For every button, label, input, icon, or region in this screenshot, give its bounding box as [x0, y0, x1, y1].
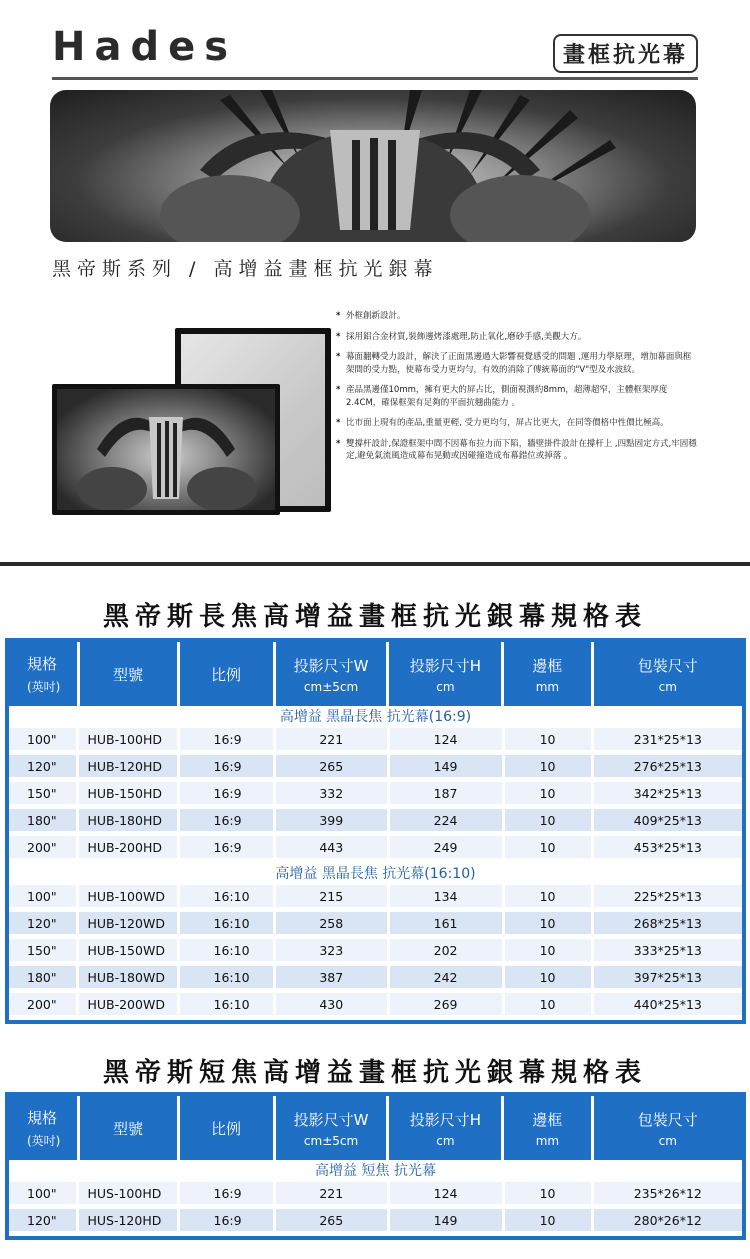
size-cell: 180" [9, 809, 76, 831]
col-ratio-header-label: 比例 [211, 665, 242, 684]
package-cell: 276*25*13 [594, 755, 742, 777]
col-height-header-label: 投影尺寸H [409, 1110, 482, 1129]
ratio-cell: 16:10 [180, 939, 273, 961]
height-cell: 269 [390, 993, 502, 1015]
height-cell: 249 [390, 836, 502, 858]
col-frame-header-unit: mm [535, 1133, 560, 1148]
package-cell: 409*25*13 [594, 809, 742, 831]
col-ratio-header-label: 比例 [211, 1119, 242, 1138]
height-cell: 149 [390, 755, 502, 777]
feature-item: * 比市面上現有的產品,重量更輕, 受力更均勻，屏占比更大，在同等價格中性價比極高。 [336, 417, 698, 430]
hero-banner-image [50, 90, 696, 242]
long-throw-spec-table [5, 638, 746, 1024]
package-cell: 440*25*13 [594, 993, 742, 1015]
ratio-cell: 16:9 [180, 836, 273, 858]
width-cell: 265 [276, 1209, 387, 1231]
table-row [9, 912, 742, 934]
table-header-row [9, 1096, 742, 1160]
col-frame-header-label: 邊框 [532, 1110, 563, 1129]
model-cell: HUB-200WD [79, 993, 176, 1015]
size-cell: 120" [9, 1209, 76, 1231]
col-size-header [9, 642, 77, 706]
helmet-thumbnail-illustration [57, 389, 275, 510]
ratio-cell: 16:10 [180, 966, 273, 988]
col-height-header [389, 642, 501, 706]
section-label: 高增益 黑晶長焦 抗光幕(16:10) [275, 866, 476, 882]
ratio-cell: 16:10 [180, 885, 273, 907]
width-cell: 323 [276, 939, 387, 961]
feature-list [336, 310, 698, 471]
frame-cell: 10 [505, 966, 591, 988]
table-row [9, 836, 742, 858]
ratio-cell: 16:9 [180, 809, 273, 831]
col-size-header-unit: (英吋) [27, 1134, 61, 1148]
ratio-cell: 16:9 [180, 728, 273, 750]
width-cell: 265 [276, 755, 387, 777]
width-cell: 221 [276, 728, 387, 750]
package-cell: 225*25*13 [594, 885, 742, 907]
size-cell: 120" [9, 755, 76, 777]
package-cell: 342*25*13 [594, 782, 742, 804]
feature-item: * 幕面翻轉受力設計，解決了正面黑邊過大影響視覺感受的問題 ,運用力學原理，增加幕面與框架間的受力點，使幕布受力更均勻，有效的消除了傳統幕面的"V"型及水波紋。 [336, 351, 698, 376]
frame-cell: 10 [505, 1209, 591, 1231]
table-row [9, 1209, 742, 1231]
frame-cell: 10 [505, 993, 591, 1015]
table-row [9, 885, 742, 907]
feature-item: * 產品黑邊僅10mm，擁有更大的屏占比，側面視測約8mm，超薄超窄，主體框架厚度2.4CM，確保框架有足夠的平面抗翹曲能力 。 [336, 384, 698, 409]
model-cell: HUB-150HD [79, 782, 176, 804]
col-model-header-label: 型號 [113, 1119, 144, 1138]
table-row [9, 939, 742, 961]
height-cell: 202 [390, 939, 502, 961]
frame-cell: 10 [505, 782, 591, 804]
table-row [9, 728, 742, 750]
size-cell: 100" [9, 885, 76, 907]
height-cell: 124 [390, 1182, 502, 1204]
width-cell: 399 [276, 809, 387, 831]
col-height-header-unit: cm [436, 679, 455, 694]
col-package-header-label: 包裝尺寸 [637, 656, 698, 675]
frame-cell: 10 [505, 755, 591, 777]
model-cell: HUB-180HD [79, 809, 176, 831]
col-package-header-unit: cm [658, 1133, 677, 1148]
height-cell: 124 [390, 728, 502, 750]
table-row [9, 1182, 742, 1204]
screen-front-view-image [52, 384, 280, 515]
col-size-header-label: 規格 [27, 1109, 58, 1127]
long-throw-spec-title: 黑帝斯長焦高增益畫框抗光銀幕規格表 [102, 602, 647, 632]
frame-cell: 10 [505, 885, 591, 907]
series-subtitle: 黑帝斯系列 / 高增益畫框抗光銀幕 [52, 258, 439, 280]
package-cell: 333*25*13 [594, 939, 742, 961]
width-cell: 430 [276, 993, 387, 1015]
model-cell: HUS-120HD [79, 1209, 176, 1231]
size-cell: 150" [9, 782, 76, 804]
ratio-cell: 16:9 [180, 755, 273, 777]
col-width-header-unit: cm±5cm [303, 679, 359, 694]
size-cell: 150" [9, 939, 76, 961]
model-cell: HUB-100WD [79, 885, 176, 907]
short-throw-spec-table [5, 1092, 746, 1240]
width-cell: 258 [276, 912, 387, 934]
col-ratio-header [180, 642, 273, 706]
size-cell: 180" [9, 966, 76, 988]
ratio-cell: 16:9 [180, 1182, 273, 1204]
model-cell: HUB-180WD [79, 966, 176, 988]
section-label: 高增益 短焦 抗光幕 [315, 1163, 436, 1179]
page-header [52, 24, 698, 80]
col-ratio-header [180, 1096, 273, 1160]
feature-item: * 外框創新設計。 [336, 310, 698, 323]
package-cell: 235*26*12 [594, 1182, 742, 1204]
size-cell: 200" [9, 993, 76, 1015]
package-cell: 268*25*13 [594, 912, 742, 934]
col-height-header-unit: cm [436, 1133, 455, 1148]
col-frame-header [504, 1096, 590, 1160]
brand-logo-text: Hades [52, 24, 238, 70]
frame-cell: 10 [505, 728, 591, 750]
package-cell: 397*25*13 [594, 966, 742, 988]
width-cell: 215 [276, 885, 387, 907]
col-frame-header-label: 邊框 [532, 656, 563, 675]
feature-item: * 雙撐杆設計,保證框架中間不因幕布拉力而下陷，牆壁掛件設計在撐杆上 ,四點固定方式,牢固穩定,避免氣流風造成幕布晃動或因碰撞造成布幕錯位或掉落 。 [336, 438, 698, 463]
height-cell: 149 [390, 1209, 502, 1231]
section-label: 高增益 黑晶長焦 抗光幕(16:9) [279, 709, 472, 725]
col-width-header-label: 投影尺寸W [293, 1110, 369, 1129]
col-model-header [80, 1096, 177, 1160]
width-cell: 387 [276, 966, 387, 988]
height-cell: 134 [390, 885, 502, 907]
col-package-header-unit: cm [658, 679, 677, 694]
table-row [9, 993, 742, 1015]
width-cell: 332 [276, 782, 387, 804]
ratio-cell: 16:9 [180, 1209, 273, 1231]
col-height-header-label: 投影尺寸H [409, 656, 482, 675]
frame-cell: 10 [505, 809, 591, 831]
model-cell: HUB-120HD [79, 755, 176, 777]
size-cell: 120" [9, 912, 76, 934]
short-throw-spec-title: 黑帝斯短焦高增益畫框抗光銀幕規格表 [102, 1058, 647, 1088]
width-cell: 443 [276, 836, 387, 858]
col-size-header [9, 1096, 77, 1160]
model-cell: HUB-100HD [79, 728, 176, 750]
height-cell: 242 [390, 966, 502, 988]
screen-display [57, 389, 275, 510]
model-cell: HUS-100HD [79, 1182, 176, 1204]
col-package-header-label: 包裝尺寸 [637, 1110, 698, 1129]
horned-helmet-illustration [50, 90, 696, 242]
feature-item: * 採用鋁合金材質,裝飾邊烤漆處理,防止氧化,磨砂手感,美觀大方。 [336, 331, 698, 344]
col-frame-header-unit: mm [535, 679, 560, 694]
table-row [9, 782, 742, 804]
col-size-header-label: 規格 [27, 655, 58, 673]
col-width-header [276, 642, 387, 706]
table-row [9, 809, 742, 831]
col-width-header-unit: cm±5cm [303, 1133, 359, 1148]
package-cell: 453*25*13 [594, 836, 742, 858]
frame-cell: 10 [505, 836, 591, 858]
table-row [9, 966, 742, 988]
ratio-cell: 16:10 [180, 912, 273, 934]
package-cell: 280*26*12 [594, 1209, 742, 1231]
size-cell: 100" [9, 728, 76, 750]
package-cell: 231*25*13 [594, 728, 742, 750]
col-size-header-unit: (英吋) [27, 680, 61, 694]
col-model-header [80, 642, 177, 706]
ratio-cell: 16:10 [180, 993, 273, 1015]
height-cell: 187 [390, 782, 502, 804]
col-package-header [594, 642, 743, 706]
model-cell: HUB-120WD [79, 912, 176, 934]
size-cell: 100" [9, 1182, 76, 1204]
model-cell: HUB-150WD [79, 939, 176, 961]
section-divider [0, 562, 750, 566]
product-type-badge: 畫框抗光幕 [553, 34, 698, 73]
col-height-header [389, 1096, 501, 1160]
col-model-header-label: 型號 [113, 665, 144, 684]
col-package-header [594, 1096, 743, 1160]
height-cell: 224 [390, 809, 502, 831]
header-rule [52, 77, 698, 80]
frame-cell: 10 [505, 939, 591, 961]
width-cell: 221 [276, 1182, 387, 1204]
frame-cell: 10 [505, 912, 591, 934]
table-row [9, 755, 742, 777]
col-frame-header [504, 642, 590, 706]
frame-cell: 10 [505, 1182, 591, 1204]
ratio-cell: 16:9 [180, 782, 273, 804]
model-cell: HUB-200HD [79, 836, 176, 858]
height-cell: 161 [390, 912, 502, 934]
table-header-row [9, 642, 742, 706]
col-width-header-label: 投影尺寸W [293, 656, 369, 675]
col-width-header [276, 1096, 387, 1160]
size-cell: 200" [9, 836, 76, 858]
